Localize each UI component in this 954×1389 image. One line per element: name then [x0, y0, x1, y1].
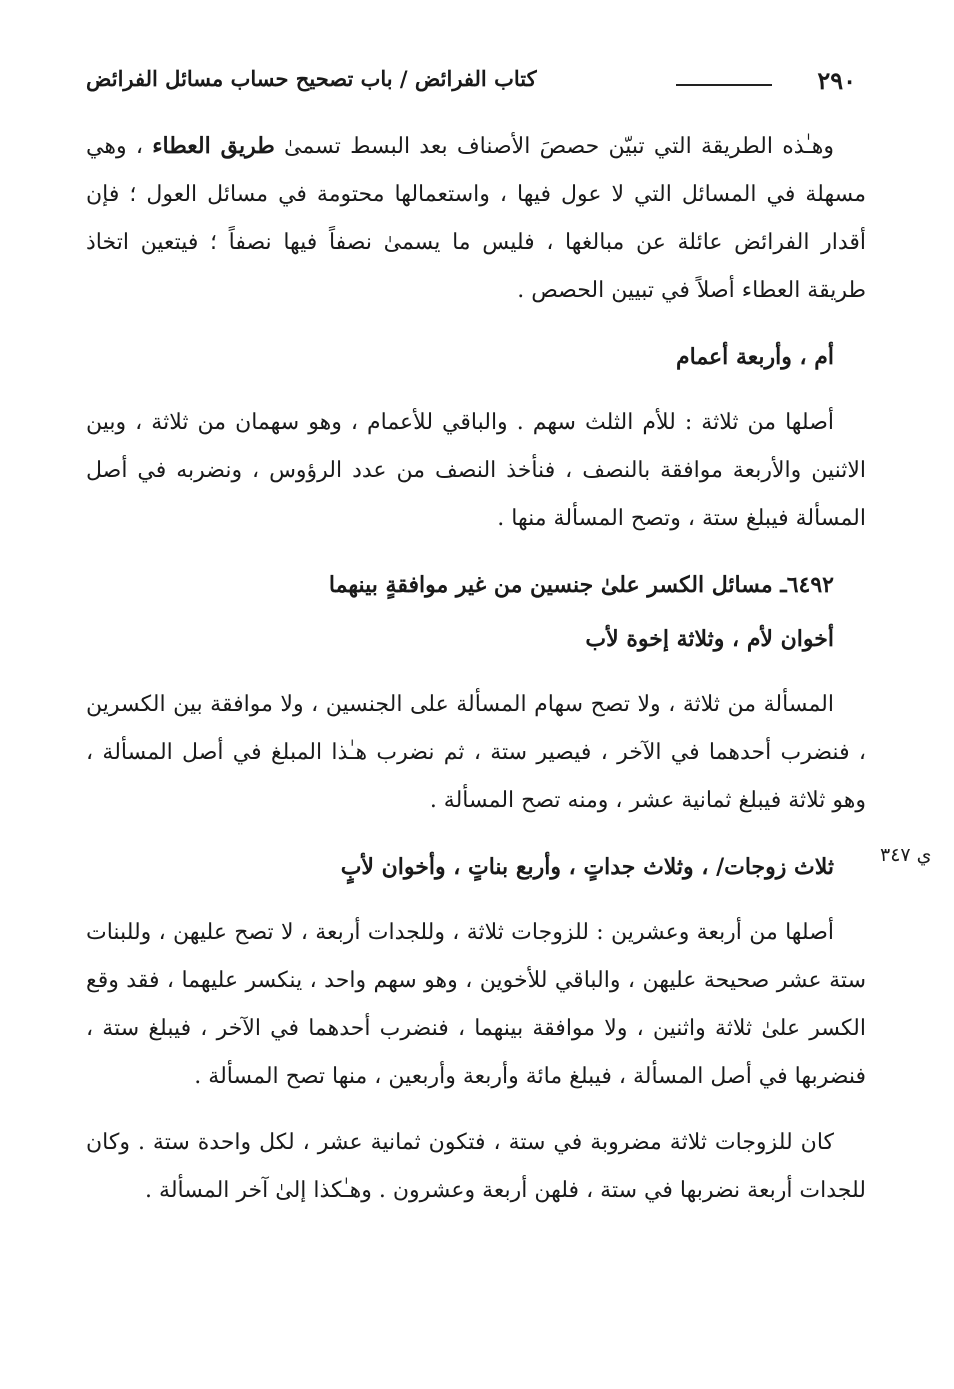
margin-reference: ي ٣٤٧: [880, 844, 932, 866]
paragraph-case-1: أصلها من ثلاثة : للأم الثلث سهم . والباقي للأعمام ، وهو سهمان من ثلاثة ، وبين الاثنين والأربعة موافقة بالنصف ، فنأخذ النصف من عدد الرؤوس ، ونضربه في أصل المسألة فيبلغ ستة ، وتصح المسألة منها .: [86, 410, 866, 531]
paragraph-intro-text-a: وهـٰذه الطريقة التي تبيّن حصصَ الأصناف بعد البسط تسمىٰ: [274, 134, 834, 159]
paragraph-intro-text-b: ، وهي مسهلة في المسائل التي لا عول فيها ، واستعمالها محتومة في مسائل العول ؛ فإن أقدار الفرائض عائلة عن مبالغها ، فليس ما يسمىٰ نصفاً فيها نصفاً ؛ فيتعين اتخاذ طريقة العطاء أصلاً في تبيين الحصص .: [86, 134, 866, 303]
case-heading-brothers: أخوان لأم ، وثلاثة إخوة لأب: [585, 626, 834, 652]
section-heading-6492: ٦٤٩٢ـ مسائل الكسر علىٰ جنسين من غير موافقةٍ بينهما: [328, 572, 834, 598]
paragraph-intro: [86, 122, 866, 315]
paragraph-case-3: أصلها من أربعة وعشرين : للزوجات ثلاثة ، وللجدات أربعة ، لا تصح عليهن ، وللبنات ستة عشر صحيحة عليهن ، والباقي للأخوين ، وهو سهم واحد ، ينكسر عليهما ، فقد وقع الكسر علىٰ ثلاثة واثنين ، ولا موافقة بينهما ، فنضرب أحدهما في الآخر ، فيبلغ ستة ، فنضربها في أصل المسألة ، فيبلغ مائة وأربعة وأربعين ، منها تصح المسألة .: [86, 920, 866, 1089]
page-number: ٢٩٠: [817, 66, 856, 95]
header-rule: [676, 84, 772, 86]
page-body: [86, 122, 866, 1215]
paragraph-case-2: المسألة من ثلاثة ، ولا تصح سهام المسألة على الجنسين ، ولا موافقة بين الكسرين ، فنضرب أحدهما في الآخر ، فيصير ستة ، ثم نضرب هـٰذا المبلغ في أصل المسألة ، وهو ثلاثة فيبلغ ثمانية عشر ، ومنه تصح المسألة .: [86, 692, 866, 813]
case-heading-wives: ثلاث زوجات/ ، وثلاث جداتٍ ، وأربع بناتٍ ، وأخوان لأبٍ: [340, 854, 834, 880]
case-heading-mother-uncles: أم ، وأربعة أعمام: [676, 344, 834, 370]
page-header: [86, 62, 856, 106]
paragraph-case-3-detail: كان للزوجات ثلاثة مضروبة في ستة ، فتكون ثمانية عشر ، لكل واحدة ستة . وكان للجدات أربعة نضربها في ستة ، فلهن أربعة وعشرون . وهـٰكذا إلىٰ آخر المسألة .: [86, 1130, 866, 1203]
running-title: كتاب الفرائض / باب تصحيح حساب مسائل الفرائض: [86, 66, 537, 91]
term-tariq-al-ata: طريق العطاء: [152, 133, 275, 159]
